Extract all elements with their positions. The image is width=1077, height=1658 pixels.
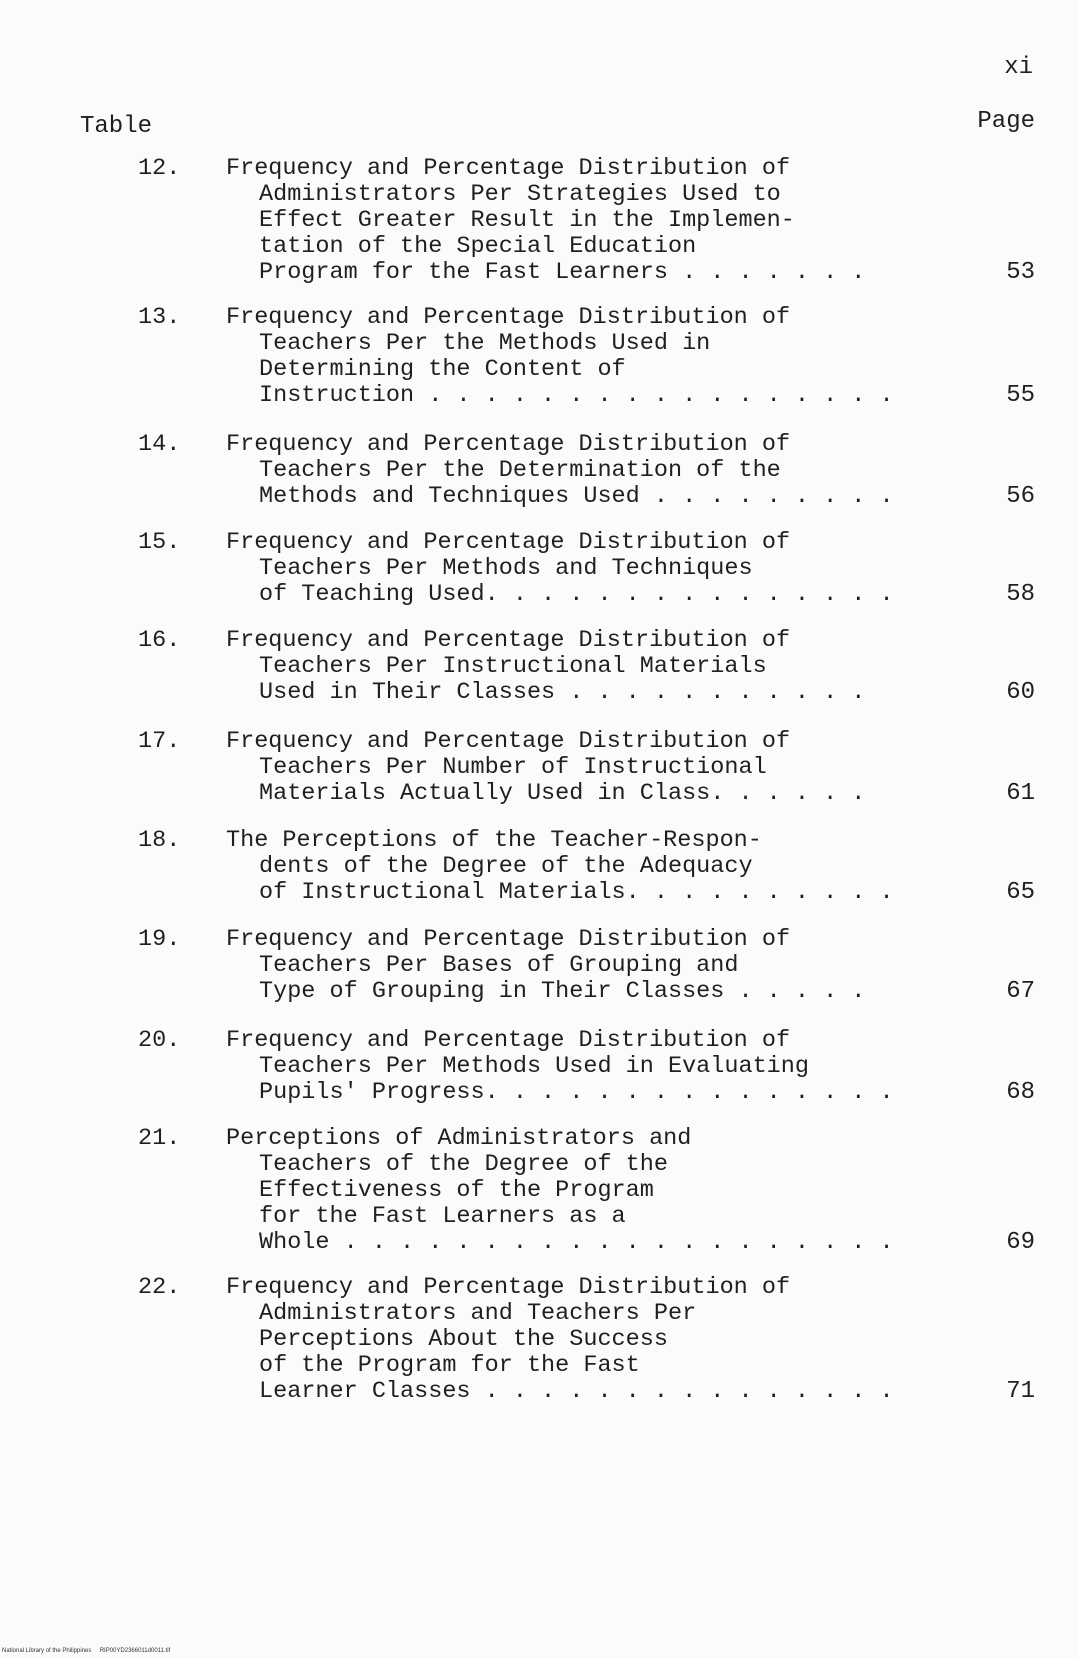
page-ref: 53	[1006, 259, 1035, 286]
title-line: tation of the Special Education	[259, 233, 697, 260]
title-line: Frequency and Percentage Distribution of	[226, 926, 791, 953]
page-ref: 58	[1006, 581, 1035, 608]
table-title	[226, 432, 946, 510]
title-line: Perceptions About the Success	[259, 1326, 668, 1353]
title-line: Determining the Content of	[259, 356, 626, 383]
title-line: Teachers Per Methods and Techniques	[259, 555, 753, 582]
table-title	[226, 1028, 946, 1106]
page-number: xi	[1004, 54, 1033, 81]
table-number: 16.	[138, 627, 181, 654]
title-line: Frequency and Percentage Distribution of	[226, 529, 791, 556]
title-line: Administrators and Teachers Per	[259, 1300, 697, 1327]
table-number: 18.	[138, 827, 181, 854]
title-line: Frequency and Percentage Distribution of	[226, 728, 791, 755]
title-line: Teachers Per Bases of Grouping and	[259, 952, 739, 979]
table-title	[226, 927, 946, 1005]
table-title	[226, 156, 946, 286]
title-line: Effectiveness of the Program	[259, 1177, 654, 1204]
title-line: Effect Greater Result in the Implemen-	[259, 207, 795, 234]
title-line: Frequency and Percentage Distribution of	[226, 627, 791, 654]
title-line: dents of the Degree of the Adequacy	[259, 853, 753, 880]
page-ref: 69	[1006, 1229, 1035, 1256]
title-line: Program for the Fast Learners . . . . . . .	[259, 259, 866, 286]
table-number: 20.	[138, 1027, 181, 1054]
title-line: Methods and Techniques Used . . . . . . . . .	[259, 483, 894, 510]
title-line: of Teaching Used. . . . . . . . . . . . . . .	[259, 581, 894, 608]
table-column-header: Table	[80, 113, 153, 140]
title-line: Frequency and Percentage Distribution of	[226, 1027, 791, 1054]
table-title	[226, 305, 946, 409]
table-title	[226, 530, 946, 608]
title-line: Frequency and Percentage Distribution of	[226, 155, 791, 182]
table-number: 21.	[138, 1125, 181, 1152]
page-ref: 60	[1006, 679, 1035, 706]
page-column-header: Page	[977, 108, 1035, 135]
page-ref: 56	[1006, 483, 1035, 510]
title-line: Whole . . . . . . . . . . . . . . . . . . . .	[259, 1229, 894, 1256]
page-ref: 55	[1006, 382, 1035, 409]
title-line: for the Fast Learners as a	[259, 1203, 626, 1230]
title-line: Type of Grouping in Their Classes . . . . .	[259, 978, 866, 1005]
page-ref: 68	[1006, 1079, 1035, 1106]
title-line: Materials Actually Used in Class. . . . . .	[259, 780, 866, 807]
title-line: Teachers Per Instructional Materials	[259, 653, 767, 680]
table-number: 17.	[138, 728, 181, 755]
scan-footer: National Library of the Philippines RIP00YD2366011d0011.tif	[2, 1648, 171, 1654]
title-line: of the Program for the Fast	[259, 1352, 640, 1379]
table-title	[226, 729, 946, 807]
table-title	[226, 1275, 946, 1405]
page-ref: 71	[1006, 1378, 1035, 1405]
title-line: Pupils' Progress. . . . . . . . . . . . . . .	[259, 1079, 894, 1106]
title-line: The Perceptions of the Teacher-Respon-	[226, 827, 762, 854]
title-line: Administrators Per Strategies Used to	[259, 181, 781, 208]
page-ref: 61	[1006, 780, 1035, 807]
title-line: Frequency and Percentage Distribution of	[226, 431, 791, 458]
title-line: of Instructional Materials. . . . . . . . . .	[259, 879, 894, 906]
title-line: Teachers Per the Methods Used in	[259, 330, 711, 357]
table-title	[226, 828, 946, 906]
title-line: Teachers Per the Determination of the	[259, 457, 781, 484]
title-line: Frequency and Percentage Distribution of	[226, 304, 791, 331]
title-line: Frequency and Percentage Distribution of	[226, 1274, 791, 1301]
title-line: Learner Classes . . . . . . . . . . . . . . .	[259, 1378, 894, 1405]
table-number: 14.	[138, 431, 181, 458]
title-line: Used in Their Classes . . . . . . . . . . .	[259, 679, 866, 706]
table-number: 19.	[138, 926, 181, 953]
page-ref: 65	[1006, 879, 1035, 906]
title-line: Teachers Per Number of Instructional	[259, 754, 767, 781]
table-number: 12.	[138, 155, 181, 182]
table-title	[226, 1126, 946, 1256]
table-title	[226, 628, 946, 706]
page-ref: 67	[1006, 978, 1035, 1005]
title-line: Teachers of the Degree of the	[259, 1151, 668, 1178]
title-line: Instruction . . . . . . . . . . . . . . . . .	[259, 382, 894, 409]
title-line: Perceptions of Administrators and	[226, 1125, 692, 1152]
table-number: 13.	[138, 304, 181, 331]
table-number: 15.	[138, 529, 181, 556]
table-number: 22.	[138, 1274, 181, 1301]
title-line: Teachers Per Methods Used in Evaluating	[259, 1053, 809, 1080]
